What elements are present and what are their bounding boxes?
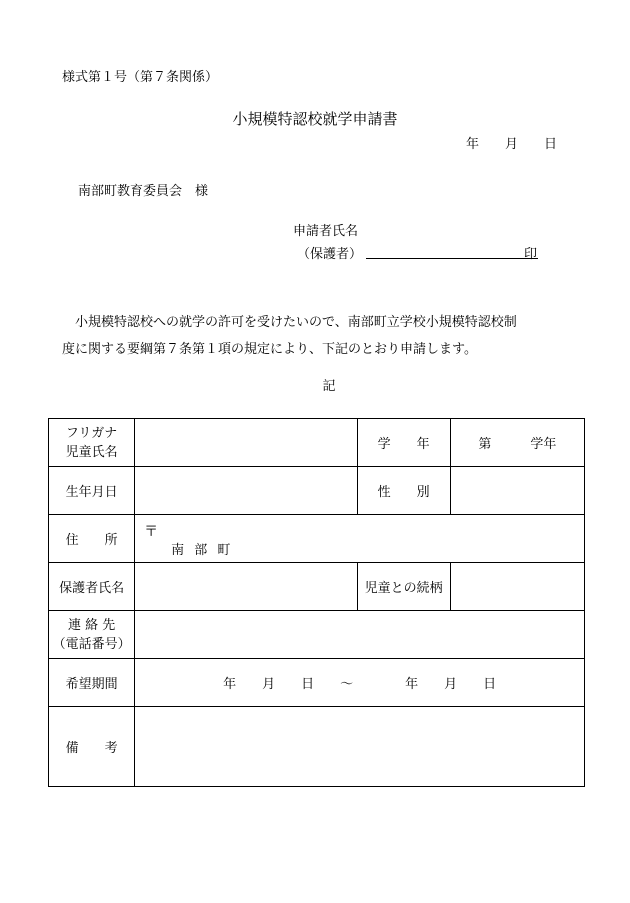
signature-line[interactable] [366,243,538,259]
application-table [48,418,585,787]
date-line: 年 月 日 [466,137,558,152]
remarks-field[interactable] [135,707,585,787]
contact-label: 連 絡 先 [67,617,116,633]
table-row [49,707,585,787]
table-row [49,515,585,563]
table-row [49,467,585,515]
table-row [49,563,585,611]
statement-line-2: 度に関する要綱第７条第１項の規定により、下記のとおり申請します。 [62,342,477,357]
seal-mark: 印 [524,247,538,262]
table-row [49,659,585,707]
gender-label: 性 別 [357,467,450,515]
phone-label: （電話番号） [52,636,131,652]
guardian-name-label: 保護者氏名 [49,563,135,611]
period-label: 希望期間 [49,659,135,707]
addressee: 南部町教育委員会 様 [78,184,209,199]
document-title: 小規模特認校就学申請書 [232,110,398,128]
child-name-label-cell [49,419,135,467]
form-number: 様式第１号（第７条関係） [62,70,219,85]
statement-line-1: 小規模特認校への就学の許可を受けたいので、南部町立学校小規模特認校制 [75,315,517,330]
relationship-label: 児童との続柄 [357,563,450,611]
guardian-label: （保護者） [297,247,363,262]
gender-field[interactable] [450,467,584,515]
birthdate-label: 生年月日 [49,467,135,515]
table-row [49,611,585,659]
postal-mark: 〒 [144,524,159,540]
address-label: 住 所 [49,515,135,563]
application-statement [62,309,582,363]
grade-field[interactable]: 第 学年 [450,419,584,467]
child-name-label: 児童氏名 [65,444,118,460]
contact-field[interactable] [135,611,585,659]
birthdate-field[interactable] [135,467,357,515]
period-field[interactable]: 年 月 日 ～ 年 月 日 [135,659,585,707]
contact-label-cell [49,611,135,659]
guardian-name-field[interactable] [135,563,357,611]
relationship-field[interactable] [450,563,584,611]
address-field[interactable] [135,515,585,563]
applicant-name-label: 申請者氏名 [293,224,359,239]
furigana-label: フリガナ [65,425,118,441]
child-name-field[interactable] [135,419,357,467]
ki-heading: 記 [322,379,336,394]
town-name: 南 部 町 [171,543,234,558]
remarks-label: 備 考 [49,707,135,787]
table-row [49,419,585,467]
grade-label: 学 年 [357,419,450,467]
